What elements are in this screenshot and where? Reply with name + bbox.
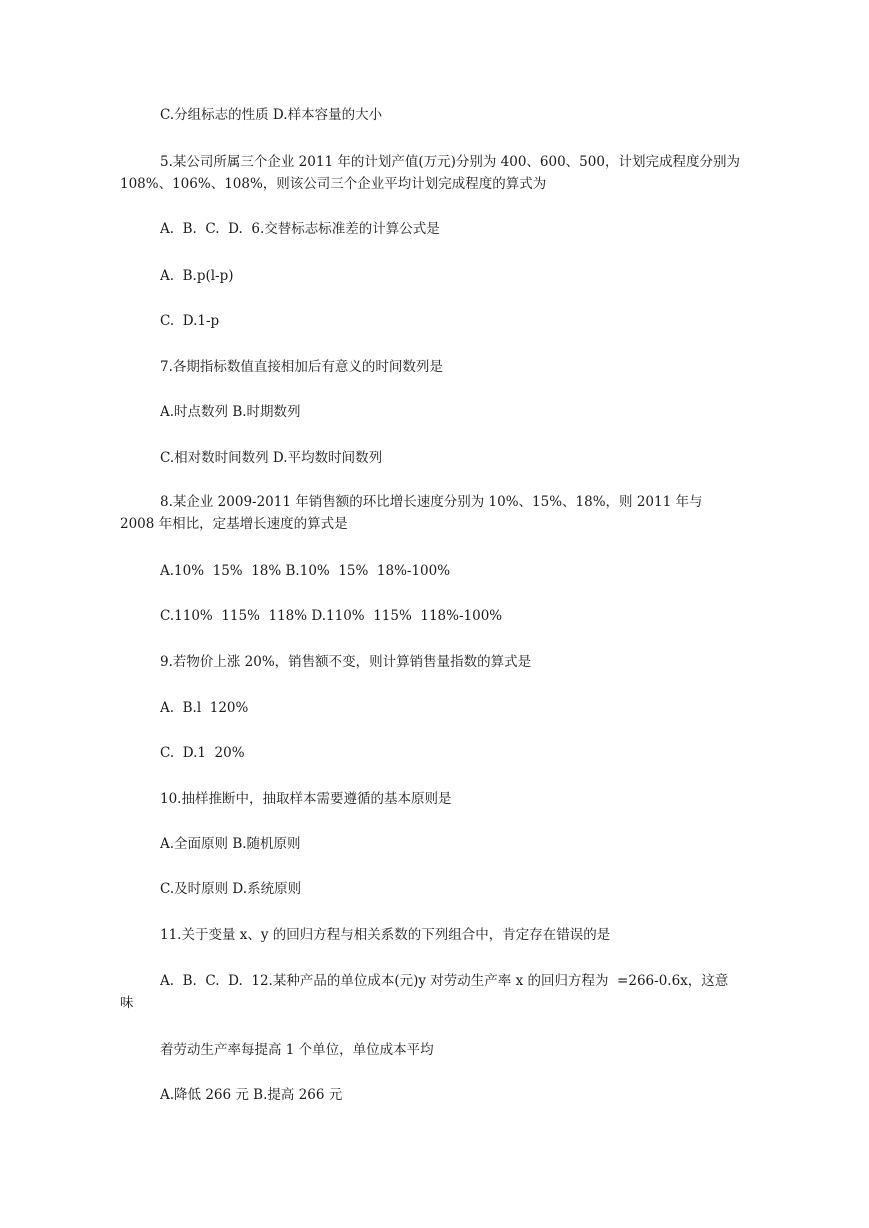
- q10-options-cd: C.及时原则 D.系统原则: [160, 881, 302, 897]
- q7-options-ab: A.时点数列 B.时期数列: [160, 404, 301, 420]
- q7-options-cd: C.相对数时间数列 D.平均数时间数列: [160, 450, 383, 466]
- q6-options-ab: A. B.p(l-p): [160, 268, 234, 284]
- q8-options-ab: A.10% 15% 18% B.10% 15% 18%-100%: [160, 563, 451, 579]
- q12-options-ab: A.降低 266 元 B.提高 266 元: [160, 1087, 343, 1103]
- q10-stem: 10.抽样推断中，抽取样本需要遵循的基本原则是: [160, 791, 452, 807]
- q9-options-ab: A. B.l 120%: [160, 700, 249, 716]
- q9-options-cd: C. D.1 20%: [160, 745, 245, 761]
- q8-options-cd: C.110% 115% 118% D.110% 115% 118%-100%: [160, 608, 503, 624]
- q10-options-ab: A.全面原则 B.随机原则: [160, 836, 301, 852]
- q7-stem: 7.各期指标数值直接相加后有意义的时间数列是: [160, 359, 443, 375]
- q6-options-cd: C. D.1-p: [160, 313, 220, 329]
- q5-options-q6-stem: A. B. C. D. 6.交替标志标准差的计算公式是: [160, 221, 440, 237]
- q12-stem-continued: 着劳动生产率每提高 1 个单位，单位成本平均: [160, 1042, 434, 1058]
- q4-options-cd: C.分组标志的性质 D.样本容量的大小: [160, 107, 383, 123]
- q9-stem: 9.若物价上涨 20%，销售额不变，则计算销售量指数的算式是: [160, 654, 532, 670]
- q11-options-q12-stem: A. B. C. D. 12.某种产品的单位成本(元)y 对劳动生产率 x 的回归方程为 =266-0.6x，这意味: [120, 973, 729, 1011]
- q8-stem: 8.某企业 2009-2011 年销售额的环比增长速度分别为 10%、15%、18%，则 2011 年与 2008 年相比，定基增长速度的算式是: [120, 494, 707, 532]
- q11-stem: 11.关于变量 x、y 的回归方程与相关系数的下列组合中，肯定存在错误的是: [160, 927, 611, 943]
- q5-stem: 5.某公司所属三个企业 2011 年的计划产值(万元)分别为 400、600、500，计划完成程度分别为 108%、106%、108%，则该公司三个企业平均计划完成程度的算式为: [120, 154, 745, 192]
